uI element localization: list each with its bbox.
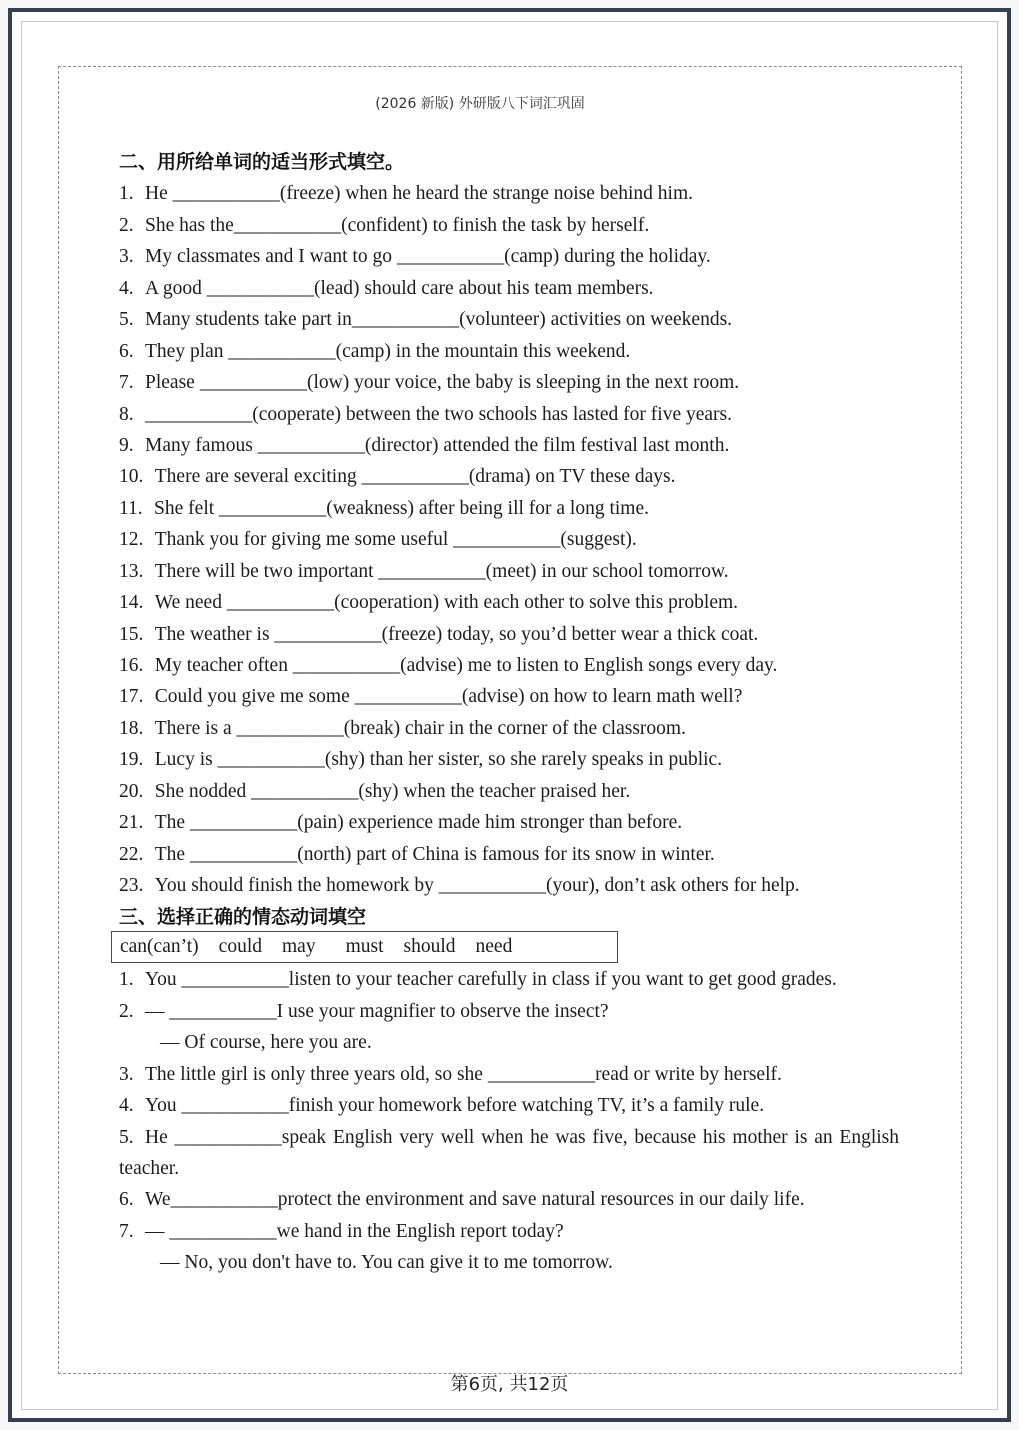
- word-bank-box: [111, 931, 618, 963]
- question-item: [119, 587, 919, 618]
- question-number: 14.: [119, 592, 144, 614]
- question-text: Lucy is ___________(shy) than her sister, so she rarely speaks in public.: [154, 749, 723, 771]
- question-item: [119, 304, 919, 335]
- question-number: 16.: [119, 655, 144, 676]
- question-text: She has the___________(confident) to finish the task by herself.: [145, 214, 650, 236]
- question-text: You ___________listen to your teacher carefully in class if you want to get good grades.: [145, 969, 837, 991]
- question-text: You should finish the homework by ___________(your), don’t ask others for help.: [154, 875, 800, 897]
- question-text: We need ___________(cooperation) with each other to solve this problem.: [154, 592, 739, 614]
- question-number: 7.: [119, 1220, 134, 1242]
- question-text: The little girl is only three years old, so she ___________read or write by herself.: [145, 1063, 782, 1085]
- question-number: 5.: [119, 309, 134, 331]
- question-number: 12.: [119, 529, 144, 551]
- word-bank-option: need: [475, 935, 513, 957]
- section-2-title: 二、用所给单词的适当形式填空。: [119, 151, 405, 173]
- word-bank-option: can(can’t): [120, 935, 199, 957]
- question-text: He ___________(freeze) when he heard the strange noise behind him.: [145, 183, 693, 205]
- question-item: [119, 1059, 919, 1090]
- question-number: 21.: [119, 812, 144, 834]
- question-number: 20.: [119, 780, 144, 802]
- question-text: We___________protect the environment and save natural resources in our daily life.: [145, 1189, 805, 1211]
- question-text: Could you give me some ___________(advise) on how to learn math well?: [154, 686, 743, 708]
- document-header: (2026 新版) 外研版八下词汇巩固: [375, 96, 585, 112]
- question-number: 9.: [119, 434, 134, 456]
- question-number: 2.: [119, 214, 134, 236]
- question-number: 2.: [119, 1000, 134, 1022]
- word-bank-option: could: [218, 935, 262, 957]
- word-bank-row: [119, 933, 919, 964]
- question-number: 10.: [119, 466, 144, 488]
- question-text: My classmates and I want to go ___________(camp) during the holiday.: [145, 246, 711, 268]
- question-text: You ___________finish your homework before watching TV, it’s a family rule.: [145, 1095, 765, 1117]
- question-text: Please ___________(low) your voice, the baby is sleeping in the next room.: [145, 372, 740, 394]
- question-item: [119, 744, 919, 775]
- question-text: The ___________(pain) experience made him stronger than before.: [154, 812, 683, 834]
- question-item: [119, 493, 919, 524]
- worksheet-content: [119, 147, 919, 1279]
- question-item: [119, 556, 919, 587]
- question-number: 17.: [119, 686, 144, 708]
- question-item: [119, 367, 919, 398]
- question-text: She felt ___________(weakness) after being ill for a long time.: [154, 497, 650, 519]
- question-item: [119, 776, 919, 807]
- question-number: 5.: [119, 1126, 134, 1148]
- question-item: [119, 210, 919, 241]
- question-item: [119, 870, 919, 901]
- question-number: 15.: [119, 623, 144, 645]
- question-item: [119, 273, 919, 304]
- question-item: [119, 461, 919, 492]
- question-number: 19.: [119, 749, 144, 771]
- question-number: 7.: [119, 372, 134, 394]
- word-bank-option: may: [282, 935, 316, 957]
- question-text: — ___________I use your magnifier to observe the insect?: [145, 1000, 609, 1022]
- dialogue-reply: — Of course, here you are.: [160, 1032, 372, 1054]
- question-item: [119, 399, 919, 430]
- question-text: There will be two important ___________(meet) in our school tomorrow.: [154, 560, 729, 582]
- question-number: 1.: [119, 969, 134, 991]
- page-number: 第6页, 共12页: [450, 1374, 569, 1395]
- question-item: [119, 619, 919, 650]
- question-text: There is a ___________(break) chair in the corner of the classroom.: [154, 717, 686, 739]
- question-text-continuation: teacher.: [119, 1158, 180, 1179]
- question-text: The ___________(north) part of China is famous for its snow in winter.: [154, 843, 715, 865]
- question-number: 3.: [119, 246, 134, 268]
- question-item: [119, 241, 919, 272]
- question-item: [119, 1122, 919, 1153]
- question-number: 3.: [119, 1063, 134, 1085]
- question-number: 6.: [119, 1189, 134, 1211]
- question-number: 13.: [119, 560, 144, 582]
- question-text: Thank you for giving me some useful ___________(suggest).: [154, 529, 637, 551]
- question-item: [119, 1090, 919, 1121]
- question-item: [119, 524, 919, 555]
- section-2-items: [119, 178, 919, 901]
- question-number: 11.: [119, 497, 143, 519]
- question-item: [119, 430, 919, 461]
- question-item: [119, 713, 919, 744]
- question-number: 1.: [119, 183, 134, 205]
- question-item: [119, 996, 919, 1027]
- question-text: Many famous ___________(director) attended the film festival last month.: [145, 434, 730, 456]
- word-bank-option: should: [403, 935, 456, 957]
- question-text: There are several exciting ___________(drama) on TV these days.: [154, 466, 676, 488]
- question-number: 6.: [119, 340, 134, 362]
- question-item: [119, 650, 919, 681]
- question-item: [119, 964, 919, 995]
- question-number: 23.: [119, 875, 144, 897]
- question-text: Many students take part in___________(volunteer) activities on weekends.: [145, 309, 733, 331]
- question-text: They plan ___________(camp) in the mountain this weekend.: [145, 340, 631, 362]
- question-number: 4.: [119, 1095, 134, 1117]
- question-item: [119, 1216, 919, 1247]
- question-text: ___________(cooperate) between the two schools has lasted for five years.: [145, 403, 732, 425]
- question-item: [119, 681, 919, 712]
- dialogue-reply: — No, you don't have to. You can give it to me tomorrow.: [160, 1252, 613, 1274]
- question-text: A good ___________(lead) should care about his team members.: [145, 277, 654, 299]
- question-item: [119, 178, 919, 209]
- question-text: The weather is ___________(freeze) today, so you’d better wear a thick coat.: [154, 623, 759, 645]
- question-item: [119, 839, 919, 870]
- question-number: 4.: [119, 277, 134, 299]
- question-text: He ___________speak English very well when he was five, because his mother is an English: [145, 1126, 900, 1148]
- question-number: 22.: [119, 843, 144, 865]
- question-number: 18.: [119, 717, 144, 739]
- question-text: She nodded ___________(shy) when the teacher praised her.: [154, 780, 631, 802]
- question-number: 8.: [119, 403, 134, 425]
- question-item: [119, 1184, 919, 1215]
- section-3-items: [119, 964, 919, 1278]
- section-3-title: 三、选择正确的情态动词填空: [119, 905, 367, 928]
- question-text: — ___________we hand in the English report today?: [145, 1220, 564, 1242]
- question-item: [119, 807, 919, 838]
- question-text: My teacher often ___________(advise) me to listen to English songs every day.: [154, 655, 778, 676]
- question-item: [119, 336, 919, 367]
- word-bank-option: must: [345, 935, 384, 957]
